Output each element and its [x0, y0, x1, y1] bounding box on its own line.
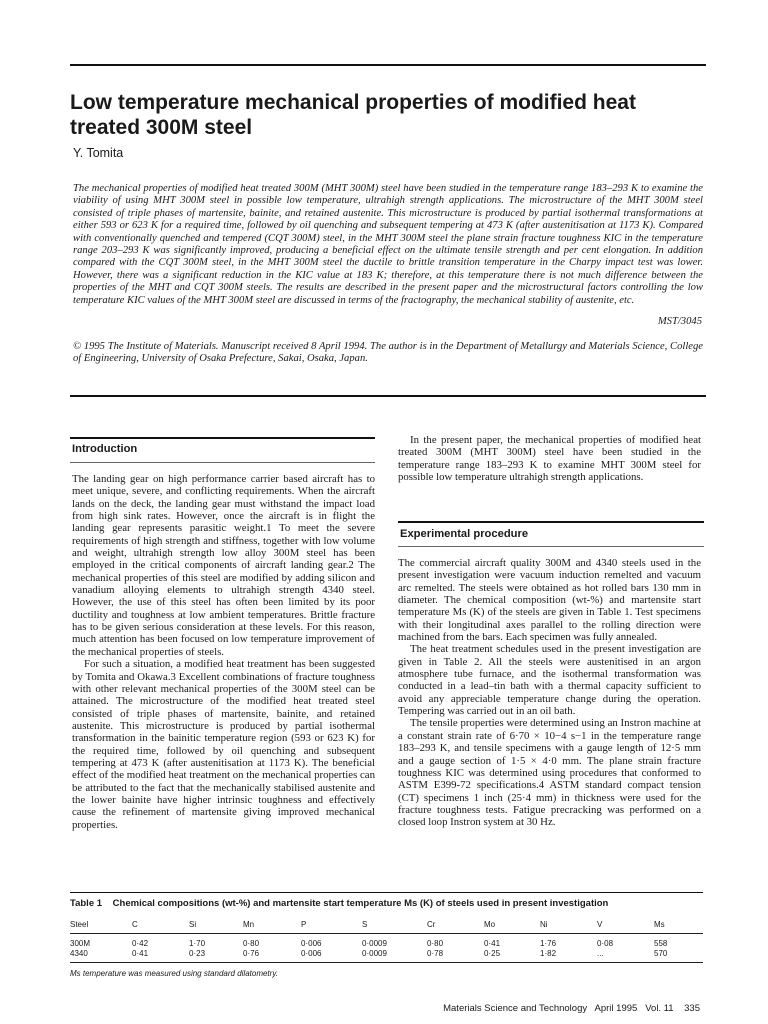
right-column-intro: [398, 434, 701, 483]
table-cell: 0·25: [484, 949, 540, 963]
table-cell: 1·82: [540, 949, 597, 963]
table-header: P: [301, 918, 362, 934]
experimental-paragraph: The heat treatment schedules used in the present investigation are given in Table 2. All the steels were austenitised in an argon atmosphere tube furnace, and the isothermal transformation was conducted in a lead–tin bath with a thermal capacity sufficient to avoid any appreciable temperature change during the operation. Tempering was carried out in an oil bath.: [398, 643, 701, 718]
right-column-experimental: [398, 557, 701, 829]
table-top-rule: [70, 892, 703, 893]
table-cell: 0·006: [301, 939, 322, 948]
footer-page-number: 335: [684, 1003, 700, 1014]
introduction-paragraph: For such a situation, a modified heat treatment has been suggested by Tomita and Okawa.3 Excellent combinations of fracture toughness with other relevant mechanical properties of the 300M steel can be attained. The microstructure of the modified heat treated steel consisted of triple phases of martensite, bainite, and retained austenite. This microstructure is produced by partial isothermal transformation in the bainitic temperature region (593 or 623 K) for the required time, followed by oil quenching and subsequent tempering at 473 K (after austenitisation at 1173 K). The beneficial effect of the modified heat treatment on the mechanical properties can be attributed to the fact that the mechanically stabilised austenite and the lower bainite have higher intrinsic toughness and effectively cause the refinement of martensite giving improved mechanical properties.: [72, 658, 375, 831]
table-header: Ni: [540, 918, 597, 934]
abstract-code: MST/3045: [657, 316, 702, 327]
table-header: C: [132, 918, 189, 934]
table-cell: 570: [654, 949, 703, 963]
table-header: Cr: [427, 918, 484, 934]
paper-title: Low temperature mechanical properties of modified heat treated 300M steel: [70, 91, 636, 139]
experimental-heading-rule: [398, 521, 704, 523]
introduction-heading-rule: [70, 437, 375, 439]
table-cell: 0·23: [189, 949, 243, 963]
experimental-heading-underline: [398, 546, 704, 547]
introduction-paragraph: The landing gear on high performance carrier based aircraft has to meet unique, severe, and conflicting requirements. When the aircraft lands on the deck, the landing gear must withstand the impact load from high sink rates. However, once the aircraft is in flight the landing gear represents parasitic weight.1 To meet the severe requirements of high strength and stiffness, together with low volume and weight, ultrahigh strength low alloy 300M steel has been employed in the critical components of aircraft landing gear.2 The mechanical properties of this steel are modified by adding silicon and vanadium alloying elements to ultrahigh strength 4340 steel. However, the use of this steel has often been limited by its poor ductility and toughness at low ambient temperatures. Brittle fracture has to be given serious consideration at these levels. For this reason, much attention has been focused on low temperature improvement of the mechanical properties of steels.: [72, 473, 375, 658]
copyright-note: © 1995 The Institute of Materials. Manuscript received 8 April 1994. The author is in the Department of Metallurgy and Materials Science, College of Engineering, University of Osaka Prefecture, Sakai, Osaka, Japan.: [73, 341, 703, 365]
table-row: [70, 949, 703, 963]
table-cell: 0·08: [597, 939, 614, 948]
table-cell: 300M: [70, 939, 91, 948]
table-header: Steel: [70, 918, 132, 934]
table1-label: Table 1: [70, 898, 103, 909]
table-cell: 0·41: [132, 949, 189, 963]
table-cell: 0·78: [427, 949, 484, 963]
author: Y. Tomita: [73, 146, 124, 160]
table-cell: 0·80: [427, 939, 444, 948]
table-header: Mo: [484, 918, 540, 934]
experimental-paragraph: The tensile properties were determined using an Instron machine at a constant strain rate of 6·70 × 10−4 s−1 in the temperature range 183–293 K, and tensile specimens with a gauge length of 12·5 mm and a gauge section of 1·5 × 4·0 mm. The plane strain fracture toughness KIC was determined using procedures that conformed to ASTM E399-72 specifications.4 ASTM standard compact tension (CT) specimens 1 inch (25·4 mm) in thickness were used for the fracture toughness tests. Fatigue precracking was performed on a closed loop Instron system at 30 Hz.: [398, 717, 701, 829]
table-cell: 558: [654, 939, 668, 948]
table1-note: Ms temperature was measured using standard dilatometry.: [70, 969, 278, 978]
table-cell: 1·70: [189, 939, 206, 948]
section-rule: [70, 395, 706, 397]
present-paper-paragraph: In the present paper, the mechanical properties of modified heat treated 300M (MHT 300M) steel have been studied in the temperature range 183–293 K to examine MHT 300M steel for possible low temperature ultrahigh strength applications.: [398, 434, 701, 484]
footer-volume: Vol. 11: [645, 1003, 674, 1014]
introduction-heading-underline: [70, 462, 375, 463]
table-cell: 0·76: [243, 949, 301, 963]
footer-date: April 1995: [594, 1003, 638, 1014]
table-cell: 0·41: [484, 939, 501, 948]
table-cell: 0·006: [301, 949, 362, 963]
table-header: Ms: [654, 918, 703, 934]
page-footer: [443, 1003, 700, 1014]
left-column: [72, 473, 375, 831]
table-cell: 1·76: [540, 939, 557, 948]
footer-journal: Materials Science and Technology: [443, 1003, 588, 1014]
table-cell: ...: [597, 949, 654, 963]
top-rule: [70, 64, 706, 66]
table-header: Mn: [243, 918, 301, 934]
table-cell: 0·0009: [362, 949, 427, 963]
introduction-heading: Introduction: [72, 443, 138, 455]
abstract: The mechanical properties of modified heat treated 300M (MHT 300M) steel have been studied in the temperature range 183–293 K to examine the viability of using MHT 300M steel in possible low temperature, ultrahigh strength applications. The microstructure of the MHT 300M steel consisted of triple phases of martensite, bainite, and retained austenite. This microstructure is produced by partial isothermal transformations at either 593 or 623 K for a required time, followed by oil quenching and subsequent tempering at 473 K (after austenitisation at 1173 K). Compared with conventionally quenched and tempered (CQT 300M) steel, in the MHT 300M steel the plane strain fracture toughness KIC in the temperature range 203–293 K was significantly improved, producing a beneficial effect on the ultimate tensile strength and per cent elongation. In addition compared with the CQT 300M steel, in the MHT 300M steel the ductile to brittle transition temperature in the Charpy impact test was lower. However, there was a significant reduction in the KIC value at 183 K; therefore, at this temperature there is not much difference between the properties of the MHT and CQT 300M steels. The results are described in the present paper and the microstructural factors controlling the low temperature KIC values of the MHT 300M steel are discussed in terms of the fractography, the mechanical stability of austenite, etc.: [73, 183, 703, 306]
table-cell: 0·80: [243, 939, 260, 948]
table-header-row: [70, 918, 703, 934]
table-header: V: [597, 918, 654, 934]
table-row: [70, 934, 703, 950]
table-header: Si: [189, 918, 243, 934]
table1: [70, 918, 703, 963]
table1-caption-text: Chemical compositions (wt-%) and martensite start temperature Ms (K) of steels used in present investigation: [112, 898, 609, 909]
table-cell: 0·0009: [362, 939, 387, 948]
table-cell: 4340: [70, 949, 132, 963]
table-header: S: [362, 918, 427, 934]
experimental-paragraph: The commercial aircraft quality 300M and 4340 steels used in the present investigation were vacuum induction remelted and vacuum arc remelted. The steels were obtained as hot rolled bars 130 mm in diameter. The chemical composition (wt-%) and martensite start temperature Ms (K) of the steels are given in Table 1. Test specimens with their longitudinal axes parallel to the rolling direction were machined from the bars. Each specimen was fully annealed.: [398, 557, 701, 644]
table-cell: 0·42: [132, 939, 149, 948]
experimental-heading: Experimental procedure: [400, 528, 529, 540]
table1-caption: [70, 898, 710, 909]
